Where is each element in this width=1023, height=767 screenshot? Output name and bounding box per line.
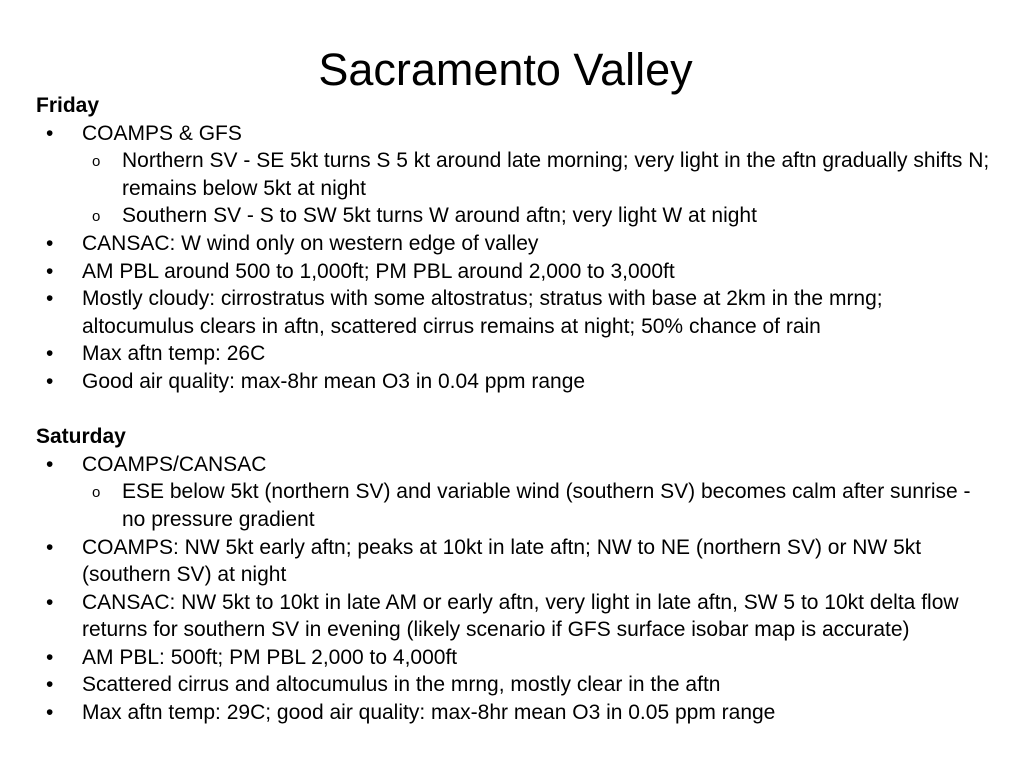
- bullet-marker: •: [46, 452, 54, 476]
- bullet-item: [36, 368, 996, 396]
- sub-bullet-list: [82, 478, 996, 533]
- bullet-text: Mostly cloudy: cirrostratus with some altostratus; stratus with base at 2km in the mrng; altocumulus clears in aftn, scattered cirrus remains at night; 50% chance of rain: [82, 287, 883, 338]
- section-saturday: [36, 423, 996, 727]
- bullet-text: Good air quality: max-8hr mean O3 in 0.04 ppm range: [82, 369, 586, 393]
- section-heading: Saturday: [36, 425, 126, 449]
- sub-bullet-item: [82, 147, 996, 202]
- bullet-marker: •: [46, 535, 54, 559]
- section-heading: Friday: [36, 94, 100, 117]
- bullet-list: [36, 120, 996, 396]
- sub-bullet-marker: o: [92, 153, 101, 171]
- bullet-item: [36, 589, 996, 644]
- sub-bullet-item: [82, 202, 996, 230]
- bullet-text: CANSAC: W wind only on western edge of valley: [82, 231, 539, 255]
- bullet-marker: •: [46, 231, 54, 255]
- bullet-item: [36, 340, 996, 368]
- bullet-text: COAMPS & GFS: [82, 121, 242, 145]
- bullet-item: [36, 230, 996, 258]
- sub-bullet-marker: o: [92, 208, 101, 226]
- bullet-marker: •: [46, 701, 54, 725]
- bullet-text: COAMPS: NW 5kt early aftn; peaks at 10kt in late aftn; NW to NE (northern SV) or NW 5kt (southern SV) at night: [82, 535, 922, 587]
- bullet-text: COAMPS/CANSAC: [82, 452, 267, 476]
- sub-bullet-list: [82, 147, 996, 230]
- section-friday: [36, 92, 996, 396]
- bullet-item: [36, 534, 996, 589]
- bullet-item: [36, 699, 996, 727]
- bullet-marker: •: [46, 342, 54, 366]
- sub-bullet-text: Northern SV - SE 5kt turns S 5 kt around late morning; very light in the aftn gradually shifts N; remains below 5kt at night: [122, 149, 990, 200]
- bullet-list: [36, 451, 996, 727]
- sub-bullet-text: ESE below 5kt (northern SV) and variable wind (southern SV) becomes calm after sunrise - no pressure gradient: [122, 480, 971, 531]
- bullet-item: [36, 120, 996, 230]
- bullet-marker: •: [46, 645, 54, 669]
- sub-bullet-text: Southern SV - S to SW 5kt turns W around aftn; very light W at night: [122, 204, 757, 228]
- bullet-marker: •: [46, 673, 54, 697]
- bullet-item: [36, 285, 996, 340]
- bullet-item: [36, 671, 996, 699]
- bullet-item: [36, 258, 996, 286]
- bullet-marker: •: [46, 287, 54, 311]
- sub-bullet-item: [82, 478, 996, 533]
- bullet-text: AM PBL: 500ft; PM PBL 2,000 to 4,000ft: [82, 645, 458, 669]
- bullet-text: Max aftn temp: 26C: [82, 342, 266, 366]
- sub-bullet-marker: o: [92, 484, 101, 502]
- bullet-item: [36, 451, 996, 534]
- bullet-text: AM PBL around 500 to 1,000ft; PM PBL around 2,000 to 3,000ft: [82, 259, 675, 283]
- bullet-item: [36, 644, 996, 672]
- bullet-marker: •: [46, 121, 54, 145]
- bullet-marker: •: [46, 259, 54, 283]
- bullet-marker: •: [46, 369, 54, 393]
- slide-content: [36, 92, 996, 727]
- bullet-text: CANSAC: NW 5kt to 10kt in late AM or early aftn, very light in late aftn, SW 5 to 10kt delta flow returns for southern SV in evening (likely scenario if GFS surface isobar map is accurate): [82, 590, 959, 642]
- slide-title: Sacramento Valley: [318, 44, 693, 96]
- bullet-text: Scattered cirrus and altocumulus in the mrng, mostly clear in the aftn: [82, 673, 721, 697]
- section-spacer: [36, 396, 996, 424]
- bullet-text: Max aftn temp: 29C; good air quality: max-8hr mean O3 in 0.05 ppm range: [82, 701, 776, 725]
- bullet-marker: •: [46, 590, 54, 614]
